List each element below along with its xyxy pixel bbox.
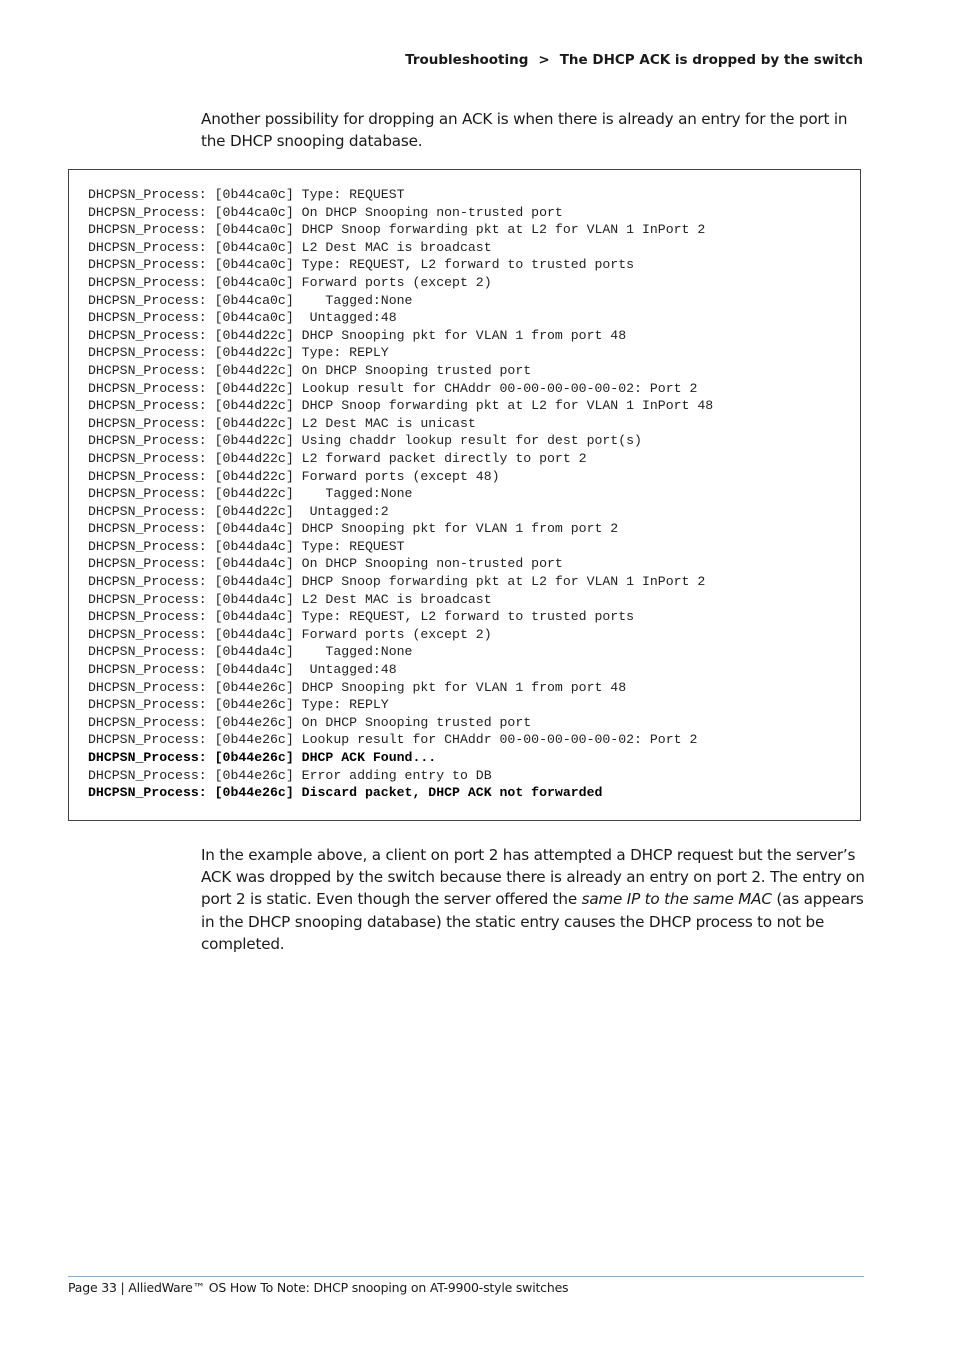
code-line: DHCPSN_Process: [0b44ca0c] Type: REQUEST, L2 forward to trusted ports	[88, 257, 635, 273]
debug-output-code	[88, 186, 713, 802]
code-line: DHCPSN_Process: [0b44ca0c] On DHCP Snooping non-trusted port	[88, 204, 563, 220]
code-line: DHCPSN_Process: [0b44e26c] DHCP Snooping pkt for VLAN 1 from port 48	[88, 679, 627, 695]
code-line: DHCPSN_Process: [0b44d22c] L2 Dest MAC is unicast	[88, 415, 476, 431]
page-footer: Page 33 | AlliedWare™ OS How To Note: DHCP snooping on AT-9900-style switches	[68, 1280, 569, 1295]
code-line: DHCPSN_Process: [0b44da4c] Untagged:48	[88, 662, 397, 678]
code-line: DHCPSN_Process: [0b44ca0c] L2 Dest MAC is broadcast	[88, 239, 492, 255]
code-line: DHCPSN_Process: [0b44da4c] On DHCP Snooping non-trusted port	[88, 556, 563, 572]
code-line: DHCPSN_Process: [0b44ca0c] Tagged:None	[88, 292, 413, 308]
code-line: DHCPSN_Process: [0b44e26c] Type: REPLY	[88, 697, 389, 713]
explanation-text-end: (as appears in the DHCP snooping database) the static entry causes the DHCP process to not be completed.	[201, 890, 864, 953]
code-line: DHCPSN_Process: [0b44da4c] Tagged:None	[88, 644, 413, 660]
code-line: DHCPSN_Process: [0b44da4c] Type: REQUEST, L2 forward to trusted ports	[88, 609, 635, 625]
code-line: DHCPSN_Process: [0b44d22c] Untagged:2	[88, 503, 389, 519]
footer-divider	[68, 1276, 864, 1277]
code-line: DHCPSN_Process: [0b44da4c] Type: REQUEST	[88, 538, 405, 554]
code-line: DHCPSN_Process: [0b44da4c] L2 Dest MAC is broadcast	[88, 591, 492, 607]
code-line: DHCPSN_Process: [0b44d22c] Using chaddr lookup result for dest port(s)	[88, 433, 642, 449]
code-line: DHCPSN_Process: [0b44d22c] Lookup result for CHAddr 00-00-00-00-00-02: Port 2	[88, 380, 698, 396]
explanation-text-start: In the example above, a client on port 2 has attempted a DHCP request but the server’s ACK was dropped by the switch because there is already an entry on port 2. The entry on port 2 is static. Even though the server offered the	[201, 846, 865, 909]
code-line: DHCPSN_Process: [0b44da4c] DHCP Snooping pkt for VLAN 1 from port 2	[88, 521, 619, 537]
code-line: DHCPSN_Process: [0b44d22c] L2 forward packet directly to port 2	[88, 450, 587, 466]
code-line: DHCPSN_Process: [0b44ca0c] DHCP Snoop forwarding pkt at L2 for VLAN 1 InPort 2	[88, 222, 706, 238]
debug-output-box	[68, 169, 861, 821]
code-line: DHCPSN_Process: [0b44e26c] Error adding entry to DB	[88, 767, 492, 783]
code-line: DHCPSN_Process: [0b44d22c] DHCP Snooping pkt for VLAN 1 from port 48	[88, 327, 627, 343]
code-line: DHCPSN_Process: [0b44d22c] On DHCP Snooping trusted port	[88, 362, 532, 378]
code-line: DHCPSN_Process: [0b44e26c] Lookup result for CHAddr 00-00-00-00-00-02: Port 2	[88, 732, 698, 748]
running-header	[405, 52, 863, 68]
code-line: DHCPSN_Process: [0b44d22c] Tagged:None	[88, 486, 413, 502]
code-line: DHCPSN_Process: [0b44d22c] Forward ports (except 48)	[88, 468, 500, 484]
header-topic: The DHCP ACK is dropped by the switch	[559, 52, 863, 68]
code-line: DHCPSN_Process: [0b44d22c] DHCP Snoop forwarding pkt at L2 for VLAN 1 InPort 48	[88, 398, 714, 414]
header-section: Troubleshooting	[405, 52, 529, 68]
code-line: DHCPSN_Process: [0b44ca0c] Type: REQUEST	[88, 187, 405, 202]
intro-paragraph: Another possibility for dropping an ACK is when there is already an entry for the port in the DHCP snooping database.	[201, 110, 848, 151]
header-separator: >	[538, 52, 550, 68]
code-line: DHCPSN_Process: [0b44e26c] DHCP ACK Found...	[88, 750, 437, 765]
code-line: DHCPSN_Process: [0b44ca0c] Forward ports (except 2)	[88, 274, 492, 290]
code-line: DHCPSN_Process: [0b44da4c] Forward ports (except 2)	[88, 626, 492, 642]
code-line: DHCPSN_Process: [0b44e26c] Discard packet, DHCP ACK not forwarded	[88, 785, 603, 801]
code-line: DHCPSN_Process: [0b44e26c] On DHCP Snooping trusted port	[88, 714, 532, 730]
code-line: DHCPSN_Process: [0b44d22c] Type: REPLY	[88, 345, 389, 361]
code-line: DHCPSN_Process: [0b44ca0c] Untagged:48	[88, 310, 397, 326]
explanation-paragraph	[201, 844, 866, 955]
explanation-emphasis: same IP to the same MAC	[581, 890, 772, 909]
code-line: DHCPSN_Process: [0b44da4c] DHCP Snoop forwarding pkt at L2 for VLAN 1 InPort 2	[88, 574, 706, 590]
